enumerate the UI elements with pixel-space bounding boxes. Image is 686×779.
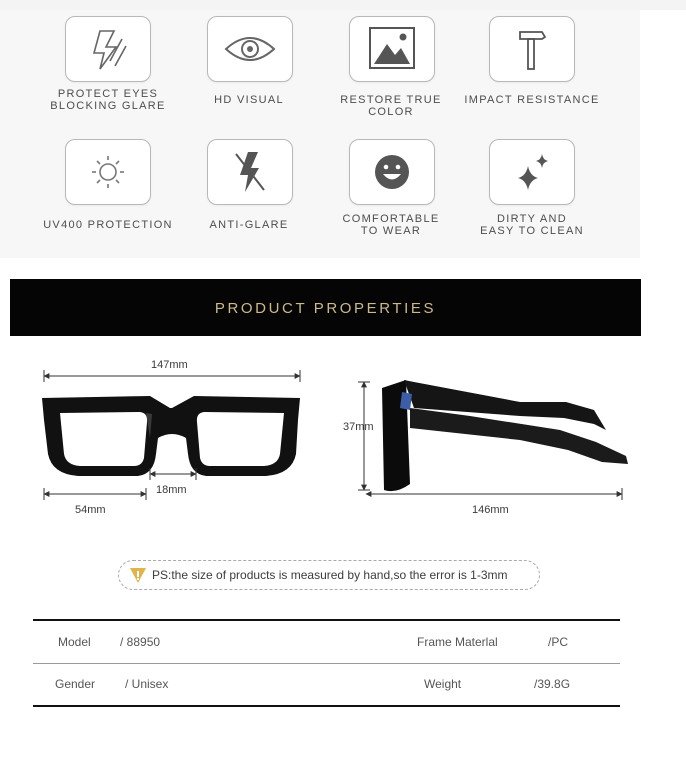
feature-label: RESTORE TRUE COLOR	[340, 94, 442, 118]
smiley-icon	[350, 140, 434, 204]
eye-icon	[208, 17, 292, 81]
mountain-picture-icon	[350, 17, 434, 81]
feature-icon-box	[207, 16, 293, 82]
spec-label-model: Model	[58, 635, 91, 649]
measurement-note	[118, 560, 540, 590]
glasses-diagram	[0, 350, 686, 520]
frame-width-label: 147mm	[151, 359, 188, 371]
lens-width-label: 54mm	[75, 504, 106, 516]
feature-icon-box	[65, 139, 151, 205]
spec-value-frame-material: /PC	[548, 635, 569, 649]
note-text: PS:the size of products is measured by hand,so the error is 1-3mm	[152, 568, 508, 582]
spec-label-frame-material: Frame Materlal	[417, 635, 498, 649]
feature-icon-box	[349, 16, 435, 82]
table-rule-top	[33, 619, 620, 621]
banner-title: PRODUCT PROPERTIES	[214, 300, 437, 317]
feature-label: IMPACT RESISTANCE	[464, 94, 600, 106]
feature-label: UV400 PROTECTION	[43, 219, 173, 231]
sparkle-icon	[490, 140, 574, 204]
feature-icon-box	[207, 139, 293, 205]
sun-icon	[66, 140, 150, 204]
spec-value-weight: /39.8G	[534, 677, 571, 691]
spec-table	[33, 619, 620, 707]
spec-label-weight: Weight	[424, 677, 462, 691]
spec-value-gender: / Unisex	[125, 677, 169, 691]
feature-icon-box	[489, 16, 575, 82]
bridge-width-label: 18mm	[156, 484, 187, 496]
glasses-front-view	[42, 396, 300, 476]
features-section	[0, 10, 640, 258]
feature-icon-box	[65, 16, 151, 82]
spec-label-gender: Gender	[55, 677, 96, 691]
lightning-icon	[66, 17, 150, 81]
table-rule-middle	[33, 663, 620, 664]
dimension-diagram	[0, 350, 686, 520]
top-strip	[0, 0, 686, 10]
glasses-side-view	[382, 380, 628, 491]
feature-label: HD VISUAL	[214, 94, 284, 106]
temple-length-label: 146mm	[472, 504, 509, 516]
frame-height-label: 37mm	[343, 421, 374, 433]
feature-icon-box	[489, 139, 575, 205]
product-properties-banner	[10, 279, 641, 336]
feature-label: ANTI-GLARE	[209, 219, 289, 231]
hammer-icon	[490, 17, 574, 81]
feature-label: PROTECT EYES BLOCKING GLARE	[50, 88, 166, 112]
feature-label: COMFORTABLE TO WEAR	[342, 213, 440, 237]
spec-value-model: / 88950	[120, 635, 161, 649]
warning-icon	[128, 566, 148, 584]
feature-icon-box	[349, 139, 435, 205]
anti-glare-icon	[208, 140, 292, 204]
feature-label: DIRTY AND EASY TO CLEAN	[480, 213, 584, 237]
table-rule-bottom	[33, 705, 620, 707]
